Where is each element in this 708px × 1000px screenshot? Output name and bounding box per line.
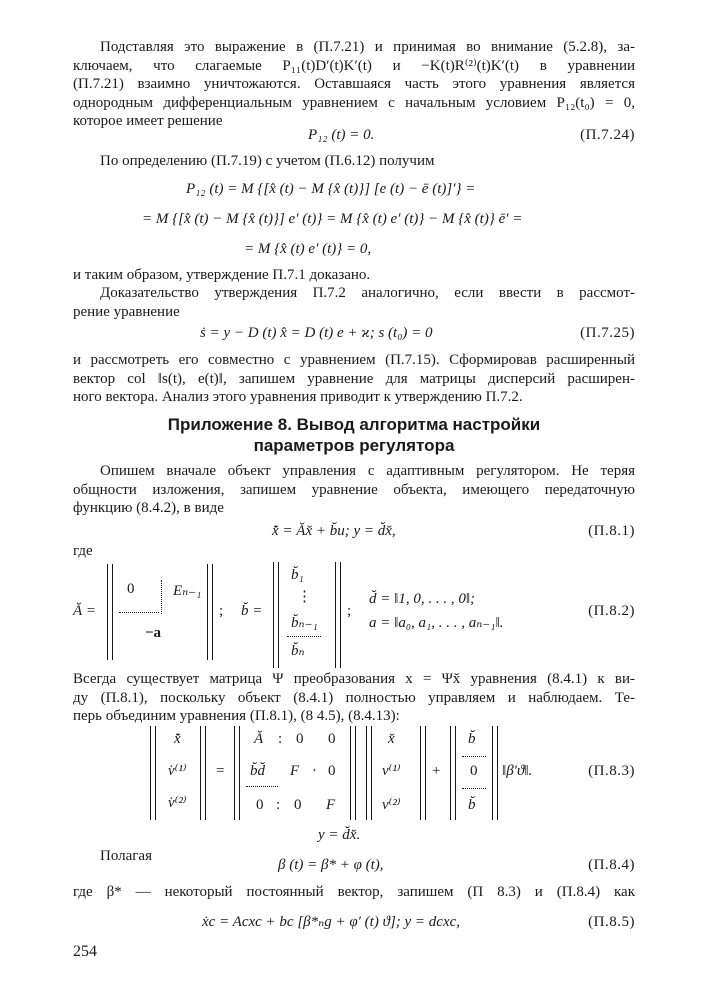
matrix-bracket	[371, 726, 372, 820]
matrix-bracket	[150, 726, 151, 820]
matrix-cell: Eₙ₋₁	[173, 583, 202, 599]
vector-cell: b̆	[468, 797, 476, 813]
matrix-bracket	[492, 726, 493, 820]
matrix-cell: 0	[127, 581, 135, 597]
vector-cell: b̆ₙ₋₁	[291, 615, 318, 631]
matrix-bracket	[455, 726, 456, 820]
vector-cell: v⁽²⁾	[382, 797, 401, 813]
matrix-separator	[246, 786, 278, 787]
vector-cell: b̆	[468, 731, 476, 747]
equals-sign: =	[216, 763, 225, 779]
vector-cell: ⋮	[297, 589, 312, 605]
separator: ;	[347, 603, 352, 619]
separator: ;	[219, 603, 224, 619]
matrix-cell: −a	[145, 625, 162, 641]
equation-p12-line1: P₁₂ (t) = M {[x̂ (t) − M {x̂ (t)}] [e (t) − ē (t)]′} =	[186, 181, 476, 197]
matrix-cell: F	[290, 763, 300, 779]
text-line: (П.7.21) взаимно уничтожаются. Оставшаяся часть этого уравнения является	[73, 76, 635, 92]
text-line: ду (П.8.1), поскольку объект (8.4.1) полностью управляем и наблюдаем. Те-	[73, 689, 635, 706]
matrix-bracket	[355, 726, 356, 820]
matrix-bracket	[205, 726, 206, 820]
text-line: вектор col ‖s(t), e(t)‖, запишем уравнение для матрицы дисперсий расширен-	[73, 370, 635, 387]
text-line: Подставляя это выражение в (П.7.21) и принимая во внимание (5.2.8), за-	[100, 39, 635, 55]
matrix-bracket	[497, 726, 498, 820]
paragraph-beta-star	[73, 883, 635, 902]
text-line: общности изложения, запишем уравнение объекта, имеющего передаточную	[73, 481, 635, 498]
paragraph-extended-vector	[73, 351, 635, 407]
matrix-cell: F	[326, 797, 336, 813]
paragraph-substitution	[73, 38, 635, 131]
text-line: перь объединим уравнения (П.8.1), (8 4.5), (8.4.13):	[73, 708, 400, 724]
text-line: и рассмотреть его совместно с уравнением (П.7.15). Сформировав расширенный	[73, 352, 635, 368]
equation-8-1: x̆̇ = Ăx̆ + b̆u; y = d̆x̆,	[272, 523, 396, 539]
matrix-bracket	[273, 562, 274, 668]
plus-sign: +	[432, 763, 441, 779]
matrix-bracket	[420, 726, 421, 820]
matrix-bracket	[239, 726, 240, 820]
equation-number-8-1: (П.8.1)	[588, 523, 635, 539]
matrix-bracket	[350, 726, 351, 820]
text-line: Всегда существует матрица Ψ преобразования x = Ψx̆ уравнения (8.4.1) к ви-	[73, 671, 635, 687]
matrix-bracket	[366, 726, 367, 820]
matrix-cell: 0	[294, 797, 302, 813]
text-line: Доказательство утверждения П.7.2 аналогично, если ввести в рассмот-	[100, 285, 635, 301]
equation-8-4: β (t) = β* + φ (t),	[278, 857, 384, 873]
matrix-bracket	[425, 726, 426, 820]
vector-beta-theta: ‖β′ϑ‖.	[502, 763, 533, 779]
vector-separator	[287, 636, 321, 637]
matrix-bracket	[340, 562, 341, 668]
vector-cell: b̆₁	[291, 567, 304, 583]
matrix-cell: 0	[256, 797, 264, 813]
matrix-bracket	[207, 564, 208, 660]
equation-number-7-24: (П.7.24)	[580, 127, 635, 143]
matrix-bracket	[112, 564, 113, 660]
text-line: функцию (8.4.2), в виде	[73, 500, 224, 516]
matrix-cell: 0	[296, 731, 304, 747]
equation-number-8-3: (П.8.3)	[588, 763, 635, 779]
equation-number-8-2: (П.8.2)	[588, 603, 635, 619]
equation-7-24: P₁₂ (t) = 0.	[308, 127, 375, 143]
vector-b-label: b̆ =	[241, 603, 263, 619]
equation-7-25: ṡ = y − D (t) x̂ = D (t) e + ϰ; s (t₀) = 0	[200, 325, 433, 341]
heading-line: параметров регулятора	[253, 436, 455, 455]
paragraph-definition: По определению (П.7.19) с учетом (П.6.12) получим	[100, 153, 435, 169]
appendix-heading	[73, 414, 635, 456]
paragraph-transformation	[73, 670, 635, 726]
matrix-separator	[119, 612, 159, 613]
text-line: ного вектора. Анализ этого уравнения приводит к утверждению П.7.2.	[73, 389, 523, 405]
matrix-bracket	[278, 562, 279, 668]
lhs-cell: x̆̇	[174, 731, 181, 747]
text-line: которое имеет решение	[73, 113, 223, 129]
vector-separator	[462, 756, 486, 757]
vector-d-definition: d̆ = ‖1, 0, . . . , 0‖;	[369, 591, 476, 607]
equation-number-8-4: (П.8.4)	[588, 857, 635, 873]
matrix-cell: :	[276, 797, 281, 813]
matrix-bracket	[155, 726, 156, 820]
vector-cell: x̆	[388, 731, 395, 747]
paragraph-proof-7-2	[73, 284, 635, 321]
matrix-bracket	[234, 726, 235, 820]
paragraph-proved: и таким образом, утверждение П.7.1 доказано.	[73, 267, 371, 283]
text-line: Опишем вначале объект управления с адаптивным регулятором. Не теряя	[100, 463, 635, 479]
matrix-cell: b̆d̆	[250, 763, 265, 779]
matrix-separator	[161, 580, 162, 614]
matrix-bracket	[107, 564, 108, 660]
text-line: где β* — некоторый постоянный вектор, запишем (П 8.3) и (П.8.4) как	[73, 884, 635, 900]
heading-line: Приложение 8. Вывод алгоритма настройки	[167, 415, 541, 434]
equation-8-5: ẋc = Acxc + bc [β*ₙg + φ′ (t) ϑ]; y = dcxc,	[202, 914, 461, 930]
equation-number-7-25: (П.7.25)	[580, 325, 635, 341]
matrix-a-label: Ă =	[73, 603, 97, 619]
lhs-cell: v̇⁽¹⁾	[168, 763, 187, 779]
vector-cell: 0	[470, 763, 478, 779]
vector-separator	[462, 788, 486, 789]
paragraph-assuming: Полагая	[100, 848, 152, 864]
text-line: ключаем, что слагаемые P₁₁(t)D′(t)K′(t) и −K(t)R⁽²⁾(t)K′(t) в уравнении	[73, 57, 635, 74]
where-label: где	[73, 543, 93, 559]
matrix-cell: :	[278, 731, 283, 747]
equation-p12-line2: = M {[x̂ (t) − M {x̂ (t)}] e′ (t)} = M {x̂ (t) e′ (t)} − M {x̂ (t)} ē′ =	[142, 211, 523, 227]
matrix-bracket	[212, 564, 213, 660]
matrix-bracket	[450, 726, 451, 820]
vector-cell: v⁽¹⁾	[382, 763, 401, 779]
equation-8-3	[150, 726, 635, 822]
paragraph-object-description	[73, 462, 635, 518]
equation-p12-line3: = M {x̂ (t) e′ (t)} = 0,	[244, 241, 372, 257]
text-line: однородным дифференциальным уравнением с начальным условием P₁₂(t₀) = 0,	[73, 94, 635, 111]
matrix-cell: 0	[328, 731, 336, 747]
equation-8-2	[73, 562, 635, 672]
matrix-cell: Ă	[254, 731, 264, 747]
text-line: рение уравнение	[73, 303, 180, 320]
page-number: 254	[73, 943, 97, 960]
vector-a-definition: a = ‖a₀, a₁, . . . , aₙ₋₁‖.	[369, 615, 504, 631]
lhs-cell: v̇⁽²⁾	[168, 795, 187, 811]
matrix-bracket	[200, 726, 201, 820]
matrix-cell: 0	[328, 763, 336, 779]
matrix-cell: ·	[312, 763, 317, 779]
equation-output: y = d̆x̆.	[318, 827, 361, 843]
matrix-bracket	[335, 562, 336, 668]
equation-number-8-5: (П.8.5)	[588, 914, 635, 930]
vector-cell: b̆ₙ	[291, 643, 305, 659]
